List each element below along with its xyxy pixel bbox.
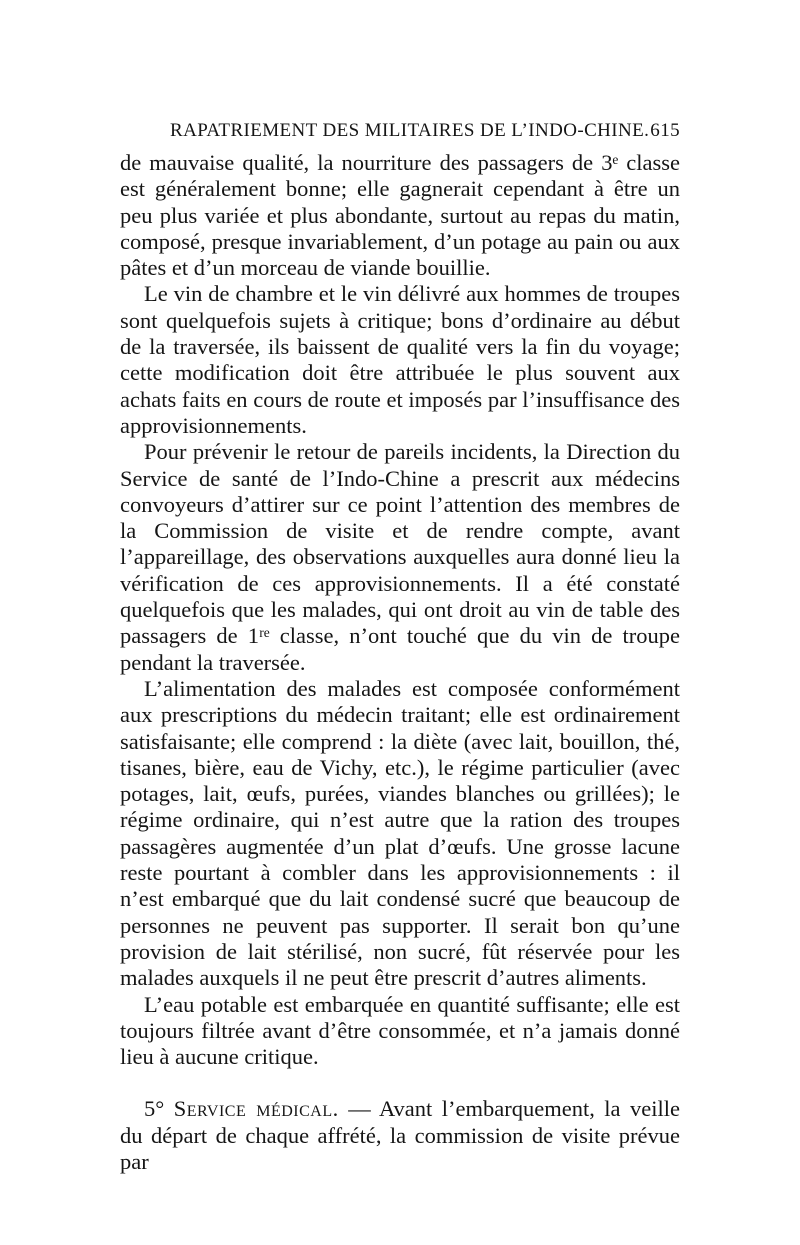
section-title: Service médical.: [173, 1096, 339, 1122]
section-service-medical: [120, 1096, 680, 1175]
paragraph-eau-potable: L’eau potable est embarquée en quantité suffisante; elle est toujours filtrée avant d’être consommée, et n’a jamais donné lieu à aucune critique.: [120, 991, 680, 1070]
paragraph-alimentation: L’alimentation des malades est composée conformément aux prescriptions du médecin traitant; elle est ordinairement satisfaisante; elle comprend : la diète (avec lait, bouillon, thé, tisanes, bière, eau de Vichy, etc.), le régime particulier (avec potages, lait, œufs, purées, viandes blanches ou grillées); le régime ordinaire, qui n’est autre que la ration des troupes passagères augmentée d’un plat d’œufs. Une grosse lacune reste pourtant à combler dans les approvisionnements : il n’est embarqué que du lait condensé sucré que beaucoup de personnes ne peuvent pas supporter. Il serait bon qu’une provision de lait stérilisé, non sucré, fût réservée pour les malades auxquels il ne peut être prescrit d’autres aliments.: [120, 675, 680, 991]
body-text: [120, 150, 680, 1175]
running-title: RAPATRIEMENT DES MILITAIRES DE L’INDO-CHINE.: [170, 120, 650, 141]
section-number: 5°: [144, 1096, 165, 1122]
section-text: — Avant l’embarquement, la veille du départ de chaque affrété, la commission de visite prévue par: [120, 1096, 680, 1174]
paragraph-continuation: de mauvaise qualité, la nourriture des passagers de 3ᵉ classe est généralement bonne; elle gagnerait cependant à être un peu plus variée et plus abondante, surtout au repas du matin, composé, presque invariablement, d’un potage au pain ou aux pâtes et d’un morceau de viande bouillie.: [120, 150, 680, 281]
running-header: [170, 120, 680, 142]
paragraph-wine: Le vin de chambre et le vin délivré aux hommes de troupes sont quelquefois sujets à critique; bons d’ordinaire au début de la traversée, ils baissent de qualité vers la fin du voyage; cette modification doit être attribuée le plus souvent aux achats faits en cours de route et imposés par l’insuffisance des approvisionnements.: [120, 281, 680, 438]
page-number: 615: [650, 120, 680, 141]
paragraph-direction-sante: Pour prévenir le retour de pareils incidents, la Direction du Service de santé de l’Indo-Chine a prescrit aux médecins convoyeurs d’attirer sur ce point l’attention des membres de la Commission de visite et de rendre compte, avant l’appareillage, des observations auxquelles aura donné lieu la vérification de ces approvisionnements. Il a été constaté quelquefois que les malades, qui ont droit au vin de table des passagers de 1ʳᵉ classe, n’ont touché que du vin de troupe pendant la traversée.: [120, 439, 680, 675]
